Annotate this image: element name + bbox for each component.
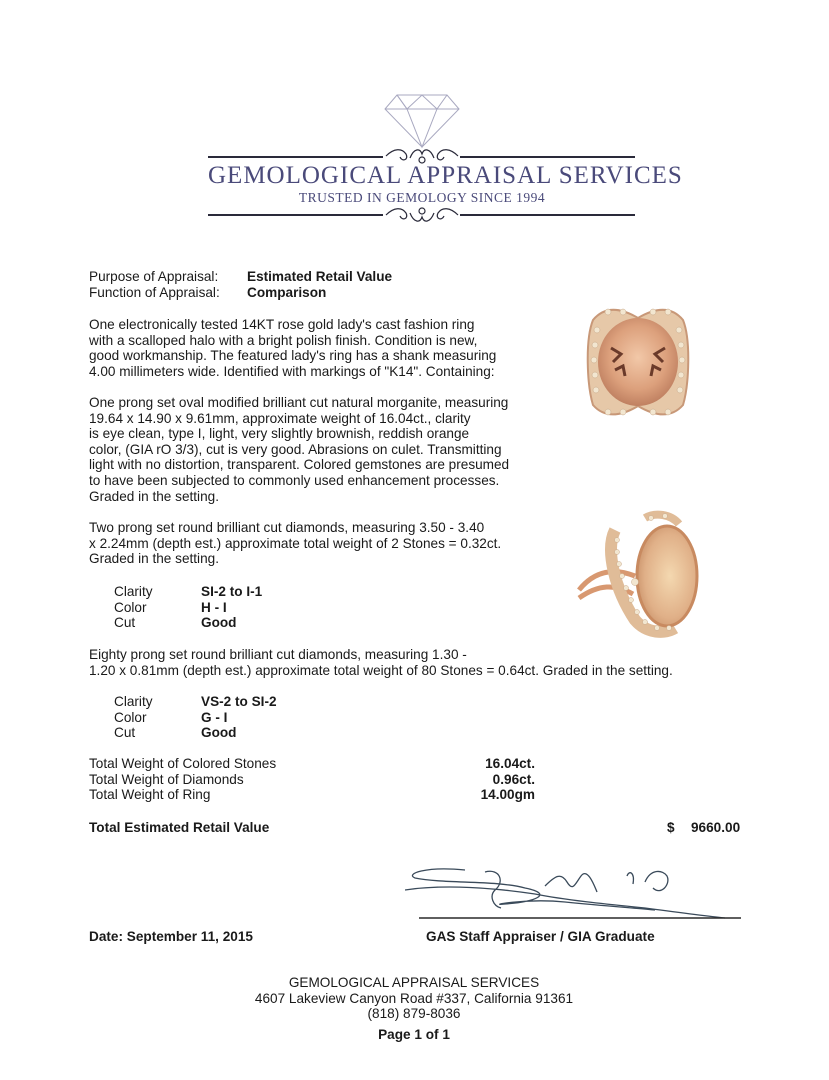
- purpose-value: Estimated Retail Value: [247, 269, 393, 284]
- diamonds-2-description: [89, 647, 673, 678]
- grade-label: Cut: [114, 725, 136, 741]
- footer-address: 4607 Lakeview Canyon Road #337, California 91361: [254, 990, 574, 1006]
- text-line: Graded in the setting.: [89, 488, 219, 504]
- retail-value: 9660.00: [691, 820, 741, 835]
- scroll-ornament-icon: [384, 205, 460, 225]
- top-rule-left: [208, 156, 383, 158]
- text-line: to have been subjected to commonly used enhancement processes.: [89, 472, 500, 488]
- footer: [200, 975, 628, 1042]
- grade-value: G - I: [201, 709, 228, 725]
- text-line: Two prong set round brilliant cut diamonds, measuring 3.50 - 3.40: [89, 520, 485, 535]
- retail-currency: $: [667, 820, 675, 835]
- total-label: Total Weight of Diamonds: [89, 771, 244, 787]
- diamonds-2-grades: [114, 694, 277, 741]
- text-line: 1.20 x 0.81mm (depth est.) approximate total weight of 80 Stones = 0.64ct. Graded in the setting.: [89, 662, 673, 678]
- bottom-rule-left: [208, 214, 383, 216]
- totals-block: [89, 756, 549, 803]
- signature-image: [405, 862, 745, 924]
- appraisal-date: Date: September 11, 2015: [89, 929, 253, 944]
- total-label: Total Weight of Ring: [89, 787, 211, 803]
- text-line: good workmanship. The featured lady's ring has a shank measuring: [89, 348, 497, 364]
- page-number: Page 1 of 1: [378, 1026, 450, 1042]
- ring-side-view-image: [575, 510, 715, 640]
- text-line: with a scalloped halo with a bright polish finish. Condition is new,: [89, 332, 478, 348]
- grade-value: Good: [201, 725, 237, 741]
- grade-value: Good: [201, 615, 237, 631]
- text-line: color, (GIA rO 3/3), cut is very good. Abrasions on culet. Transmitting: [89, 441, 502, 457]
- text-line: One electronically tested 14KT rose gold lady's cast fashion ring: [89, 317, 475, 332]
- footer-phone: (818) 879-8036: [367, 1006, 461, 1022]
- text-line: 19.64 x 14.90 x 9.61mm, approximate weight of 16.04ct., clarity: [89, 410, 471, 426]
- text-line: light with no distortion, transparent. Colored gemstones are presumed: [89, 457, 510, 473]
- retail-value-label: Total Estimated Retail Value: [89, 820, 270, 835]
- ring-top-view-image: [583, 300, 693, 425]
- text-line: 4.00 millimeters wide. Identified with markings of "K14". Containing:: [89, 363, 495, 379]
- diamonds-1-grades: [114, 584, 262, 631]
- grade-label: Color: [114, 599, 147, 615]
- function-value: Comparison: [247, 284, 327, 300]
- appraisal-purpose-block: [89, 269, 392, 300]
- text-line: Eighty prong set round brilliant cut diamonds, measuring 1.30 -: [89, 647, 467, 662]
- diamonds-1-description: [89, 520, 501, 567]
- company-tagline: TRUSTED IN GEMOLOGY SINCE 1994: [298, 190, 546, 205]
- total-value: 14.00gm: [480, 787, 535, 803]
- top-rule-right: [460, 156, 635, 158]
- total-value: 16.04ct.: [485, 756, 535, 771]
- appraiser-title: GAS Staff Appraiser / GIA Graduate: [426, 929, 655, 944]
- company-name: GEMOLOGICAL APPRAISAL SERVICES: [208, 162, 683, 189]
- text-line: x 2.24mm (depth est.) approximate total weight of 2 Stones = 0.32ct.: [89, 535, 502, 551]
- grade-label: Clarity: [114, 694, 153, 709]
- grade-label: Cut: [114, 615, 136, 631]
- diamond-icon: [383, 93, 461, 149]
- purpose-label: Purpose of Appraisal:: [89, 269, 219, 284]
- grade-value: VS-2 to SI-2: [201, 694, 277, 709]
- text-line: is eye clean, type I, light, very slightly brownish, reddish orange: [89, 426, 470, 442]
- bottom-rule-right: [460, 214, 635, 216]
- text-line: Graded in the setting.: [89, 551, 219, 567]
- total-value: 0.96ct.: [492, 771, 535, 787]
- text-line: One prong set oval modified brilliant cut natural morganite, measuring: [89, 395, 509, 410]
- footer-company: GEMOLOGICAL APPRAISAL SERVICES: [288, 975, 540, 990]
- function-label: Function of Appraisal:: [89, 284, 220, 300]
- total-label: Total Weight of Colored Stones: [89, 756, 277, 771]
- center-stone-description: [89, 395, 509, 504]
- grade-label: Clarity: [114, 584, 153, 599]
- grade-label: Color: [114, 709, 147, 725]
- grade-value: H - I: [201, 599, 227, 615]
- ring-description: [89, 317, 496, 379]
- grade-value: SI-2 to I-1: [201, 584, 263, 599]
